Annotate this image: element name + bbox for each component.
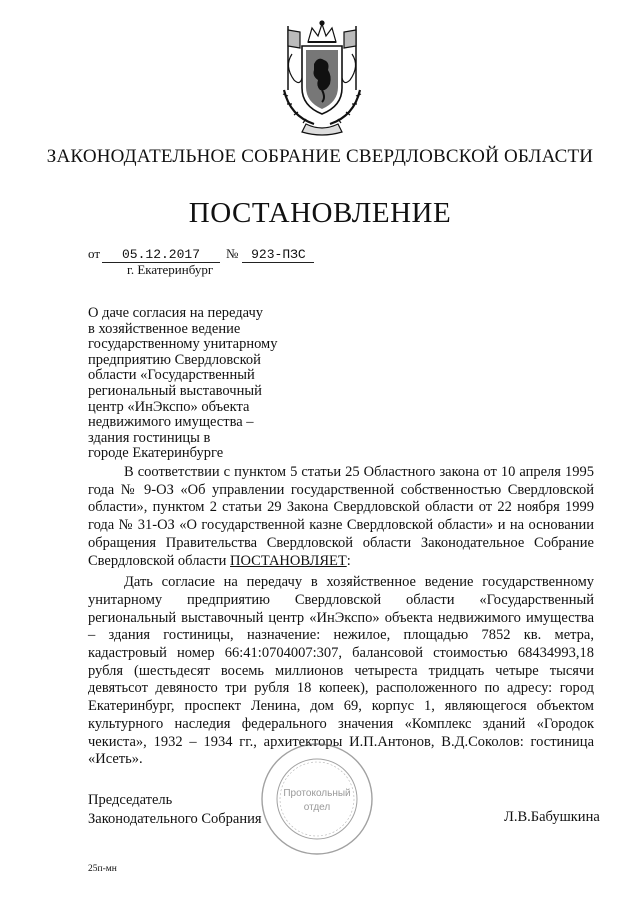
- document-code: 25п-мн: [88, 864, 117, 874]
- document-type-title: ПОСТАНОВЛЕНИЕ: [188, 197, 452, 229]
- stamp-text-line: Протокольный: [283, 788, 351, 799]
- subject-line: недвижимого имущества –: [88, 414, 254, 431]
- subject-line: региональный выставочный: [88, 382, 262, 399]
- subject-line: городе Екатеринбурге: [88, 445, 224, 462]
- subject-line: О даче согласия на передачу: [88, 305, 264, 321]
- coat-of-arms-emblem: [266, 20, 378, 136]
- resolves-colon: :: [346, 552, 351, 569]
- subject-line: предприятию Свердловской: [88, 351, 261, 368]
- signatory-title-line: Председатель: [88, 792, 173, 808]
- body-paragraph-decision: Дать согласие на передачу в хозяйственное ведение государственному унитарному предприятию Свердловской области «Государственный региональный выставочный центр «ИнЭкспо» объекта недвижимого имущества – здания гостиницы, назначение: нежилое, площадью 7852 кв. метра, кадастровый номер 66:41:0704007:307, балансовой стоимостью 68434993,18 рубля (шестьдесят восемь миллионов четыреста тридцать четыре тысячи девятьсот девяносто три рубля 18 копеек), расположенного по адресу: город Екатеринбург, проспект Ленина, дом 69, корпус 1, являющегося объектом культурного наследия федерального значения «Комплекс зданий «Городок чекиста», 1932 – 1934 гг., архитекторы И.П.Антонов, В.Д.Соколов: гостиница «Исеть».: [88, 574, 594, 768]
- signatory-title-line: Законодательного Собрания: [88, 811, 262, 827]
- official-stamp: [258, 740, 376, 858]
- document-meta-line: [88, 246, 314, 263]
- document-date: 05.12.2017: [102, 248, 220, 263]
- document-body: [88, 464, 594, 769]
- subject-line: в хозяйственное ведение: [88, 320, 241, 337]
- body-paragraph-preamble: [88, 464, 594, 570]
- subject-line: области «Государственный: [88, 367, 255, 384]
- document-subject: [88, 306, 298, 462]
- number-prefix: №: [226, 246, 239, 261]
- preamble-text: В соответствии с пунктом 5 статьи 25 Областного закона от 10 апреля 1995 года № 9-ОЗ «Об управлении государственной собственностью Свердловской области», пунктом 2 статьи 29 Закона Свердловской области от 22 ноября 1999 года № 31-ОЗ «О государственной казне Свердловской области» и на основании обращения Правительства Свердловской области Законодательное Собрание Свердловской области: [88, 464, 594, 569]
- date-prefix: от: [88, 246, 101, 261]
- resolves-word: ПОСТАНОВЛЯЕТ: [230, 552, 347, 569]
- stamp-text-line: отдел: [303, 802, 331, 813]
- subject-line: центр «ИнЭкспо» объекта: [88, 398, 250, 415]
- subject-line: государственному унитарному: [88, 336, 278, 353]
- subject-line: здания гостиницы в: [88, 429, 211, 446]
- city: г. Екатеринбург: [127, 262, 214, 277]
- organization-name: ЗАКОНОДАТЕЛЬНОЕ СОБРАНИЕ СВЕРДЛОВСКОЙ ОБЛАСТИ: [46, 146, 594, 167]
- document-number: 923-ПЗС: [242, 248, 314, 263]
- signatory-title: [88, 791, 262, 829]
- signatory-name: Л.В.Бабушкина: [504, 809, 600, 825]
